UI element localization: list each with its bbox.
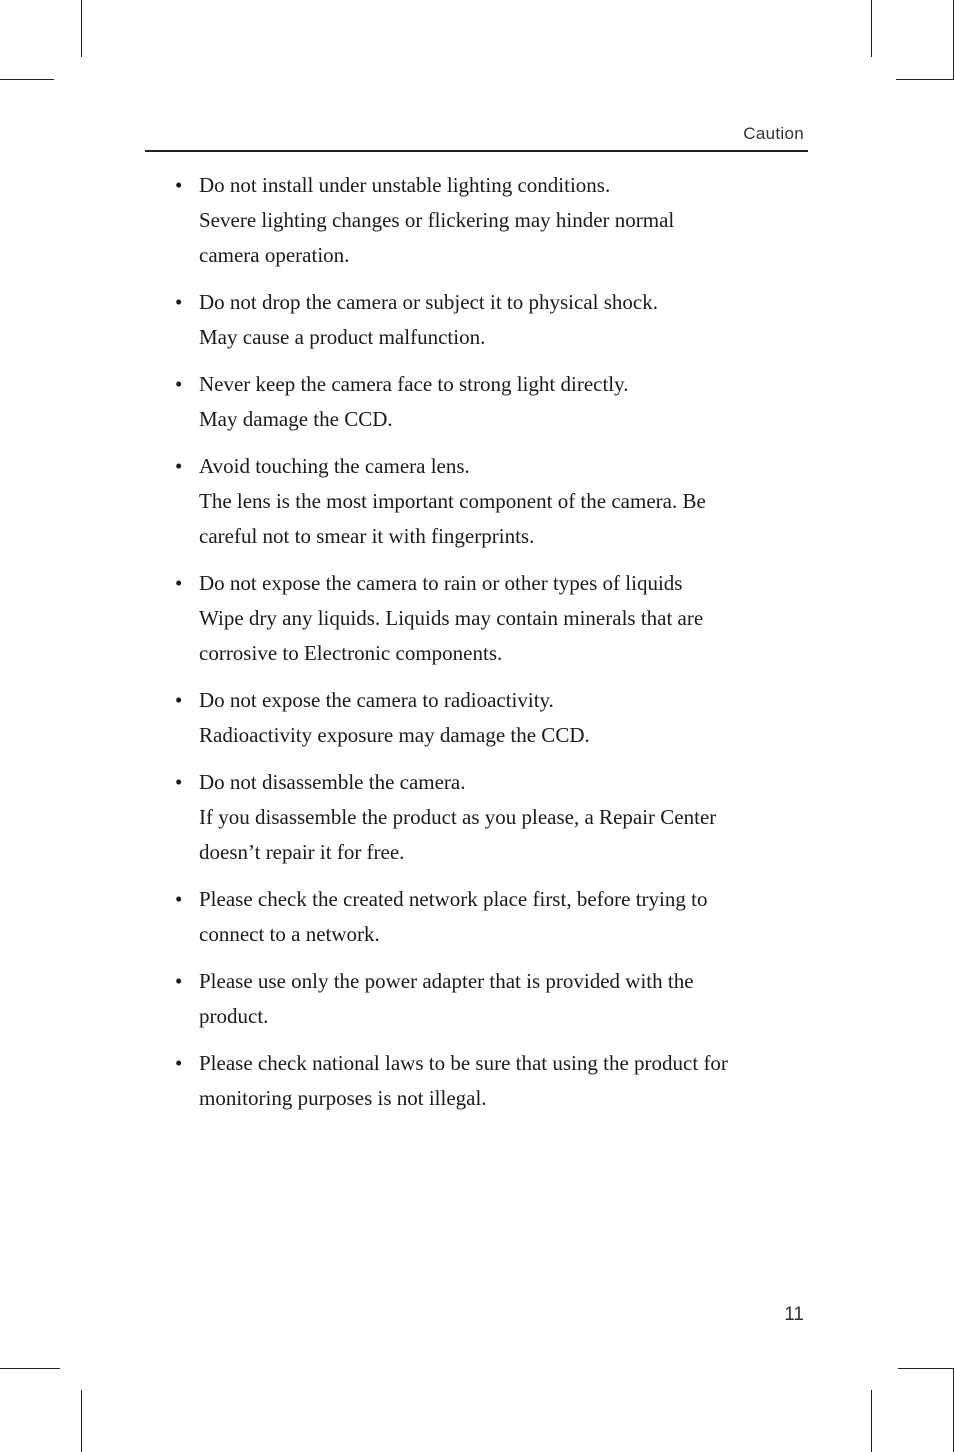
caution-heading: Do not install under unstable lighting conditions.: [199, 173, 611, 197]
caution-detail: camera operation.: [199, 243, 350, 267]
crop-mark-top-left-vertical: [81, 0, 82, 57]
crop-mark-bottom-right-horizontal: [898, 1368, 954, 1369]
bullet-icon: •: [175, 969, 183, 993]
caution-item: [171, 566, 801, 671]
caution-item: [171, 765, 801, 870]
caution-heading: Do not expose the camera to radioactivity.: [199, 688, 554, 712]
caution-detail: careful not to smear it with fingerprints.: [199, 524, 535, 548]
caution-item: [171, 449, 801, 554]
caution-item: [171, 367, 801, 437]
caution-detail: corrosive to Electronic components.: [199, 641, 503, 665]
caution-detail: connect to a network.: [199, 922, 380, 946]
crop-mark-top-right-vertical: [871, 0, 872, 57]
caution-heading: Please use only the power adapter that is provided with the: [199, 969, 694, 993]
caution-heading: Please check the created network place first, before trying to: [199, 887, 708, 911]
caution-heading: Avoid touching the camera lens.: [199, 454, 470, 478]
caution-heading: Do not disassemble the camera.: [199, 770, 466, 794]
bullet-icon: •: [175, 372, 183, 396]
bullet-icon: •: [175, 770, 183, 794]
crop-mark-bottom-left-horizontal: [0, 1368, 60, 1369]
bullet-icon: •: [175, 454, 183, 478]
crop-mark-top-left-horizontal: [0, 79, 54, 80]
caution-detail: product.: [199, 1004, 269, 1028]
caution-heading: Do not drop the camera or subject it to physical shock.: [199, 290, 658, 314]
caution-detail: doesn’t repair it for free.: [199, 840, 405, 864]
bullet-icon: •: [175, 290, 183, 314]
header-divider: [145, 150, 808, 152]
caution-detail: May cause a product malfunction.: [199, 325, 486, 349]
caution-item: [171, 683, 801, 753]
caution-item: [171, 964, 801, 1034]
caution-detail: Wipe dry any liquids. Liquids may contain minerals that are: [199, 606, 704, 630]
crop-mark-bottom-left-vertical: [81, 1390, 82, 1452]
caution-detail: monitoring purposes is not illegal.: [199, 1086, 487, 1110]
caution-heading: Never keep the camera face to strong light directly.: [199, 372, 629, 396]
caution-heading: Do not expose the camera to rain or other types of liquids: [199, 571, 683, 595]
caution-list: [171, 168, 801, 1128]
caution-detail: May damage the CCD.: [199, 407, 393, 431]
bullet-icon: •: [175, 887, 183, 911]
caution-detail: Severe lighting changes or flickering may hinder normal: [199, 208, 675, 232]
bullet-icon: •: [175, 1051, 183, 1075]
caution-item: [171, 882, 801, 952]
bullet-icon: •: [175, 688, 183, 712]
caution-detail: Radioactivity exposure may damage the CCD.: [199, 723, 590, 747]
caution-item: [171, 168, 801, 273]
crop-mark-top-right-horizontal: [896, 79, 954, 80]
crop-mark-bottom-right-vertical: [871, 1390, 872, 1452]
caution-detail: The lens is the most important component of the camera. Be: [199, 489, 706, 513]
caution-heading: Please check national laws to be sure that using the product for: [199, 1051, 728, 1075]
caution-item: [171, 285, 801, 355]
bullet-icon: •: [175, 173, 183, 197]
section-header-title: Caution: [743, 124, 804, 143]
caution-item: [171, 1046, 801, 1116]
bullet-icon: •: [175, 571, 183, 595]
caution-detail: If you disassemble the product as you please, a Repair Center: [199, 805, 717, 829]
page-number: 11: [784, 1304, 804, 1325]
